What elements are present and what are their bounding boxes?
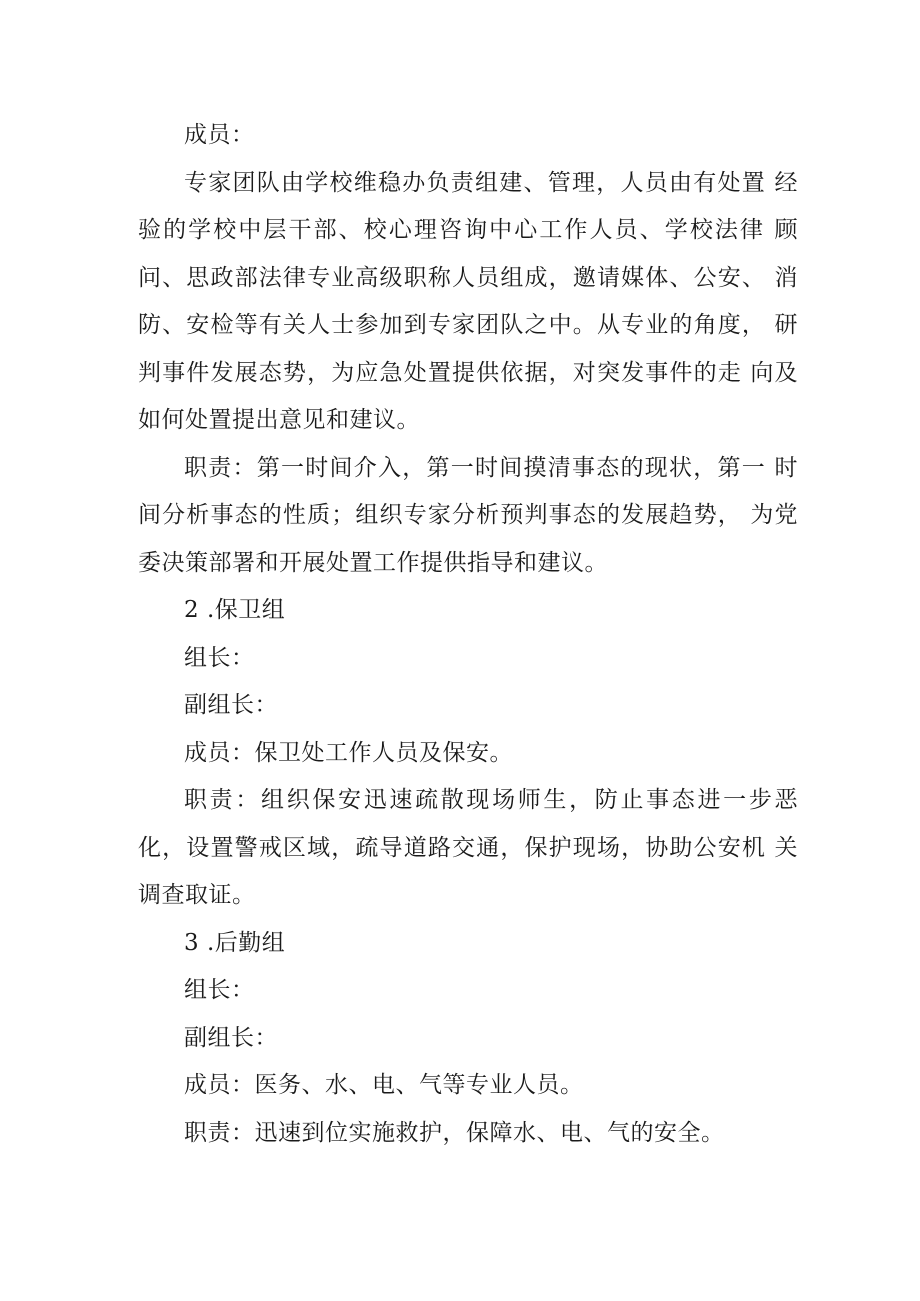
paragraph-logistics-leader: 组长： [184,977,255,1003]
heading-logistics-group: 3 .后勤组 [184,929,286,956]
paragraph-members-label: 成员： [184,122,255,148]
heading-security-group: 2 .保卫组 [184,597,286,623]
paragraph-security-members: 成员：保卫处工作人员及保安。 [184,739,513,766]
document-body [138,112,822,1157]
paragraph-logistics-deputy: 副组长： [184,1024,278,1051]
paragraph-security-duties: 职责：组织保安迅速疏散现场师生，防止事态进一步恶 化，设置警戒区域，疏导道路交通，保护现场，协助公安机 关调查取证。 [138,787,822,908]
paragraph-security-deputy: 副组长： [184,692,278,718]
paragraph-expert-duties: 职责：第一时间介入，第一时间摸清事态的现状，第一 时间分析事态的性质；组织专家分析预判事态的发展趋势， 为党委决策部署和开展处置工作提供指导和建议。 [138,454,798,576]
paragraph-logistics-duties: 职责：迅速到位实施救护，保障水、电、气的安全。 [184,1119,725,1146]
paragraph-expert-team: 专家团队由学校维稳办负责组建、管理，人员由有处置 经验的学校中层干部、校心理咨询中心工作人员、学校法律 顾问、思政部法律专业高级职称人员组成，邀请媒体、公安、 消防、安检等有关人士参加到专家团队之中。从专业的角度， 研判事件发展态势，为应急处置提供依据，对突发事件的走 向及如何处置提出意见和建议。 [138,169,798,433]
paragraph-security-leader: 组长： [184,644,255,671]
paragraph-logistics-members: 成员：医务、水、电、气等专业人员。 [184,1072,584,1098]
